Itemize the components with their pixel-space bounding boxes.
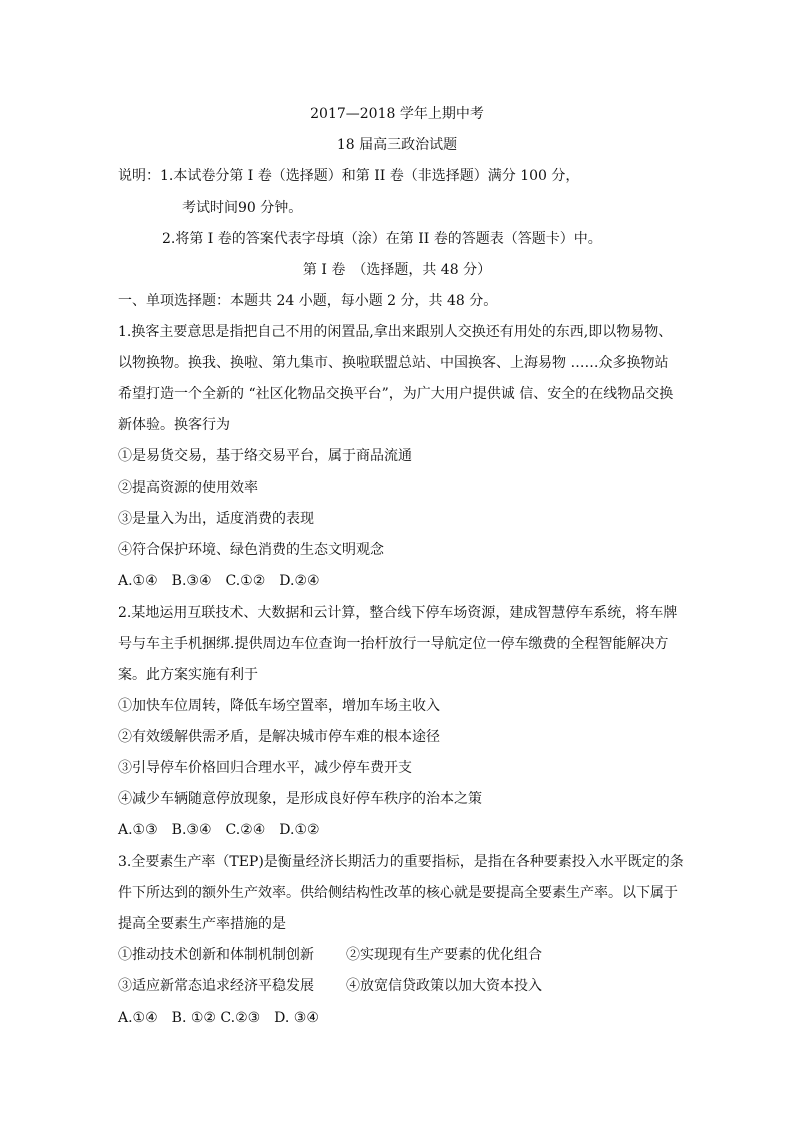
question-2-option: ④减少车辆随意停放现象，是形成良好停车秩序的治本之策 [118,791,482,807]
question-1-option: ①是易货交易，基于络交易平台，属于商品流通 [118,448,412,464]
question-3-option: ④放宽信贷政策以加大资本投入 [346,978,542,994]
question-2-option: ①加快车位周转，降低车场空置率，增加车场主收入 [118,698,440,714]
question-1-stem-line: 以物换物。换我、换啦、第九集市、换啦联盟总站、中国换客、上海易物 ……众多换物站 [118,355,669,371]
question-2-choices: A.①③ B.③④ C.②④ D.①② [118,822,320,838]
question-3-stem-line: 提高全要素生产率措施的是 [118,916,286,932]
instruction-line-2: 考试时间90 分钟。 [182,200,303,216]
question-3-stem-line: 3.全要素生产率（TEP)是衡量经济长期活力的重要指标，是指在各种要素投入水平既定的条 [118,854,684,870]
part-heading: 一、单项选择题：本题共 24 小题，每小题 2 分，共 48 分。 [118,293,498,309]
question-3-option: ②实现现有生产要素的优化组合 [346,947,542,963]
question-1-stem-line: 1.换客主要意思是指把自己不用的闲置品,拿出来跟别人交换还有用处的东西,即以物易物、 [118,324,673,340]
question-3-option: ③适应新常态追求经济平稳发展 [118,978,314,994]
question-3-stem-line: 件下所达到的额外生产效率。供给侧结构性改革的核心就是要提高全要素生产率。以下属于 [118,885,678,901]
question-1-option: ④符合保护环境、绿色消费的生态文明观念 [118,542,384,558]
question-3-option: ①推动技术创新和体制机制创新 [118,947,314,963]
question-3-options-row [118,976,684,996]
question-1-option: ②提高资源的使用效率 [118,480,258,496]
question-1-option: ③是量入为出，适度消费的表现 [118,511,314,527]
exam-subtitle: 18 届高三政治试题 [336,137,458,153]
question-2-stem-line: 号与车主手机捆绑.提供周边车位查询一抬杆放行一导航定位一停车缴费的全程智能解决方 [118,636,669,652]
question-2-option: ③引导停车价格回归合理水平，减少停车费开支 [118,760,412,776]
question-3-options-row [118,945,684,965]
exam-title: 2017—2018 学年上期中考 [310,106,484,122]
question-1-stem-line: 新体验。换客行为 [118,417,230,433]
instruction-line-3: 2.将第 I 卷的答案代表字母填（涂）在第 II 卷的答题表（答题卡）中。 [162,231,602,247]
question-2-stem-line: 2.某地运用互联技术、大数据和云计算，整合线下停车场资源，建成智慧停车系统，将车牌 [118,605,678,621]
question-1-choices: A.①④ B.③④ C.①② D.②④ [118,573,320,589]
question-2-stem-line: 案。此方案实施有利于 [118,667,258,683]
section-title: 第 I 卷 （选择题，共 48 分） [302,262,492,278]
question-2-option: ②有效缓解供需矛盾，是解决城市停车难的根本途径 [118,729,440,745]
instruction-line-1: 说明：1.本试卷分第 I 卷（选择题）和第 II 卷（非选择题）满分 100 分， [118,168,580,184]
question-3-choices: A.①④ B. ①② C.②③ D. ③④ [118,1010,319,1026]
question-1-stem-line: 希望打造一个全新的 “社区化物品交换平台”，为广大用户提供诚 信、安全的在线物品交换 [118,386,674,402]
